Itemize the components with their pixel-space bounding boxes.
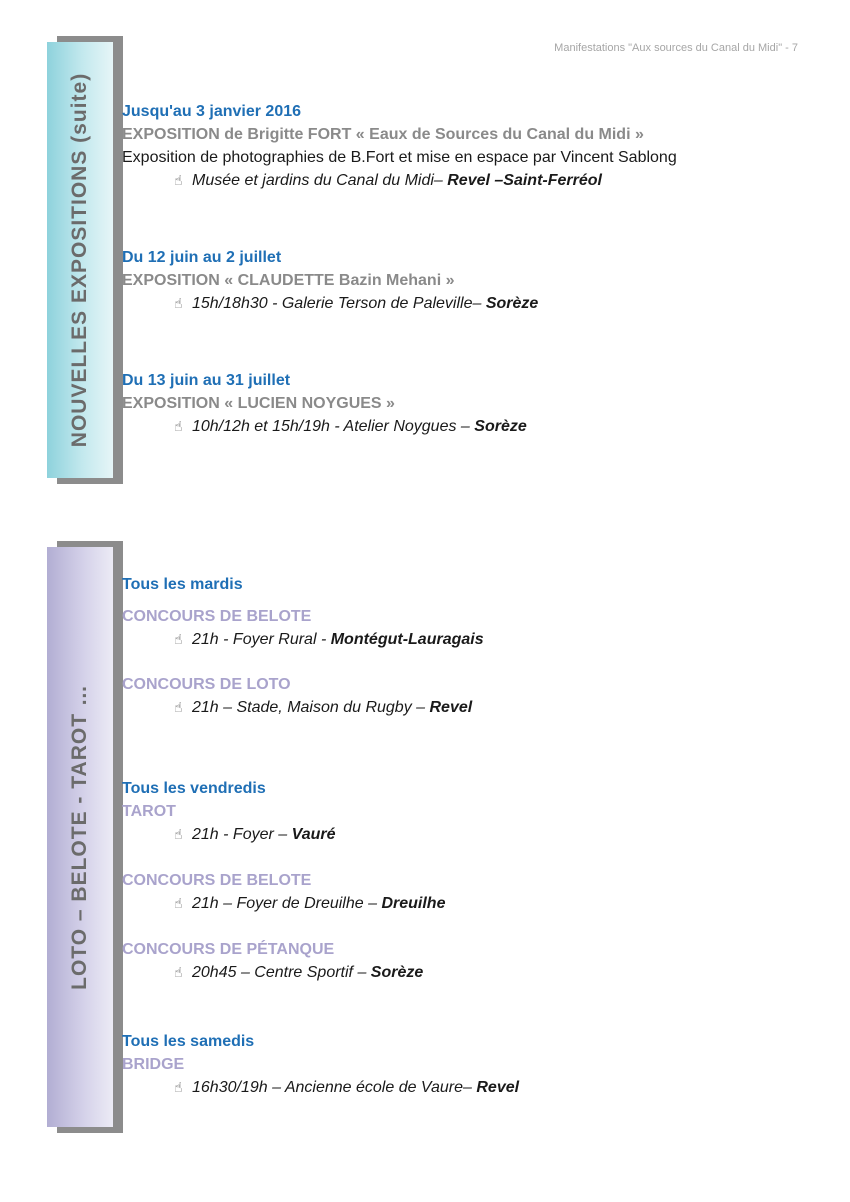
event-town: Revel (429, 699, 473, 716)
event-block (122, 673, 822, 719)
event-detail-text: 10h/12h et 15h/19h - Atelier Noygues – (192, 418, 475, 435)
event-title: EXPOSITION « CLAUDETTE Bazin Mehani » (122, 272, 455, 289)
event-detail (122, 415, 822, 438)
page-header: Manifestations "Aux sources du Canal du Midi" - 7 (554, 42, 798, 54)
hand-pointer-icon: ☝ (174, 295, 183, 311)
event-block (122, 369, 822, 438)
event-detail (122, 961, 822, 984)
section-tab-loto (47, 547, 113, 1127)
event-title: CONCOURS DE LOTO (122, 676, 291, 693)
event-detail (122, 696, 822, 719)
event-detail-text: 21h – Foyer de Dreuilhe – (192, 895, 382, 912)
event-description: Exposition de photographies de B.Fort et mise en espace par Vincent Sablong (122, 149, 677, 166)
event-town: Sorèze (370, 964, 424, 981)
event-date: Du 12 juin au 2 juillet (122, 249, 282, 266)
event-date: Jusqu'au 3 janvier 2016 (122, 103, 302, 120)
event-detail (122, 823, 822, 846)
event-title: BRIDGE (122, 1056, 185, 1073)
event-block (122, 246, 822, 315)
event-title: CONCOURS DE PÉTANQUE (122, 941, 335, 958)
event-date: Tous les vendredis (122, 780, 266, 797)
event-detail-text: Musée et jardins du Canal du Midi– (192, 172, 448, 189)
event-date: Du 13 juin au 31 juillet (122, 372, 291, 389)
event-detail (122, 169, 822, 192)
event-block (122, 869, 822, 915)
event-town: Revel –Saint-Ferréol (447, 172, 602, 189)
event-town: Vauré (291, 826, 336, 843)
event-date: Tous les mardis (122, 576, 243, 593)
event-detail (122, 628, 822, 651)
hand-pointer-icon: ☝ (174, 418, 183, 434)
event-town: Sorèze (474, 418, 527, 435)
hand-pointer-icon: ☝ (174, 172, 183, 188)
event-town: Montégut-Lauragais (330, 631, 484, 648)
event-detail-text: 21h - Foyer Rural - (192, 631, 331, 648)
hand-pointer-icon: ☝ (174, 826, 183, 842)
hand-pointer-icon: ☝ (174, 631, 183, 647)
event-title: TAROT (122, 803, 176, 820)
hand-pointer-icon: ☝ (174, 699, 183, 715)
event-detail-text: 21h – Stade, Maison du Rugby – (192, 699, 430, 716)
event-date: Tous les samedis (122, 1033, 255, 1050)
event-block (122, 573, 822, 651)
event-town: Sorèze (485, 295, 539, 312)
section-tab-label: NOUVELLES EXPOSITIONS (suite) (68, 72, 91, 448)
event-detail-text: 21h - Foyer – (192, 826, 292, 843)
event-block (122, 1030, 822, 1099)
event-title: EXPOSITION de Brigitte FORT « Eaux de Sources du Canal du Midi » (122, 126, 644, 143)
event-title: EXPOSITION « LUCIEN NOYGUES » (122, 395, 395, 412)
section-tab-label: LOTO – BELOTE - TAROT … (68, 684, 91, 990)
hand-pointer-icon: ☝ (174, 1079, 183, 1095)
event-detail-text: 15h/18h30 - Galerie Terson de Paleville– (192, 295, 486, 312)
event-title: CONCOURS DE BELOTE (122, 872, 312, 889)
event-town: Revel (476, 1079, 520, 1096)
section-tab-expositions (47, 42, 113, 478)
hand-pointer-icon: ☝ (174, 895, 183, 911)
event-detail (122, 1076, 822, 1099)
event-detail (122, 892, 822, 915)
event-block (122, 100, 822, 192)
event-title: CONCOURS DE BELOTE (122, 608, 312, 625)
event-block (122, 938, 822, 984)
event-detail-text: 20h45 – Centre Sportif – (192, 964, 371, 981)
event-block (122, 777, 822, 846)
hand-pointer-icon: ☝ (174, 964, 183, 980)
event-town: Dreuilhe (381, 895, 446, 912)
event-detail (122, 292, 822, 315)
event-detail-text: 16h30/19h – Ancienne école de Vaure– (192, 1079, 477, 1096)
